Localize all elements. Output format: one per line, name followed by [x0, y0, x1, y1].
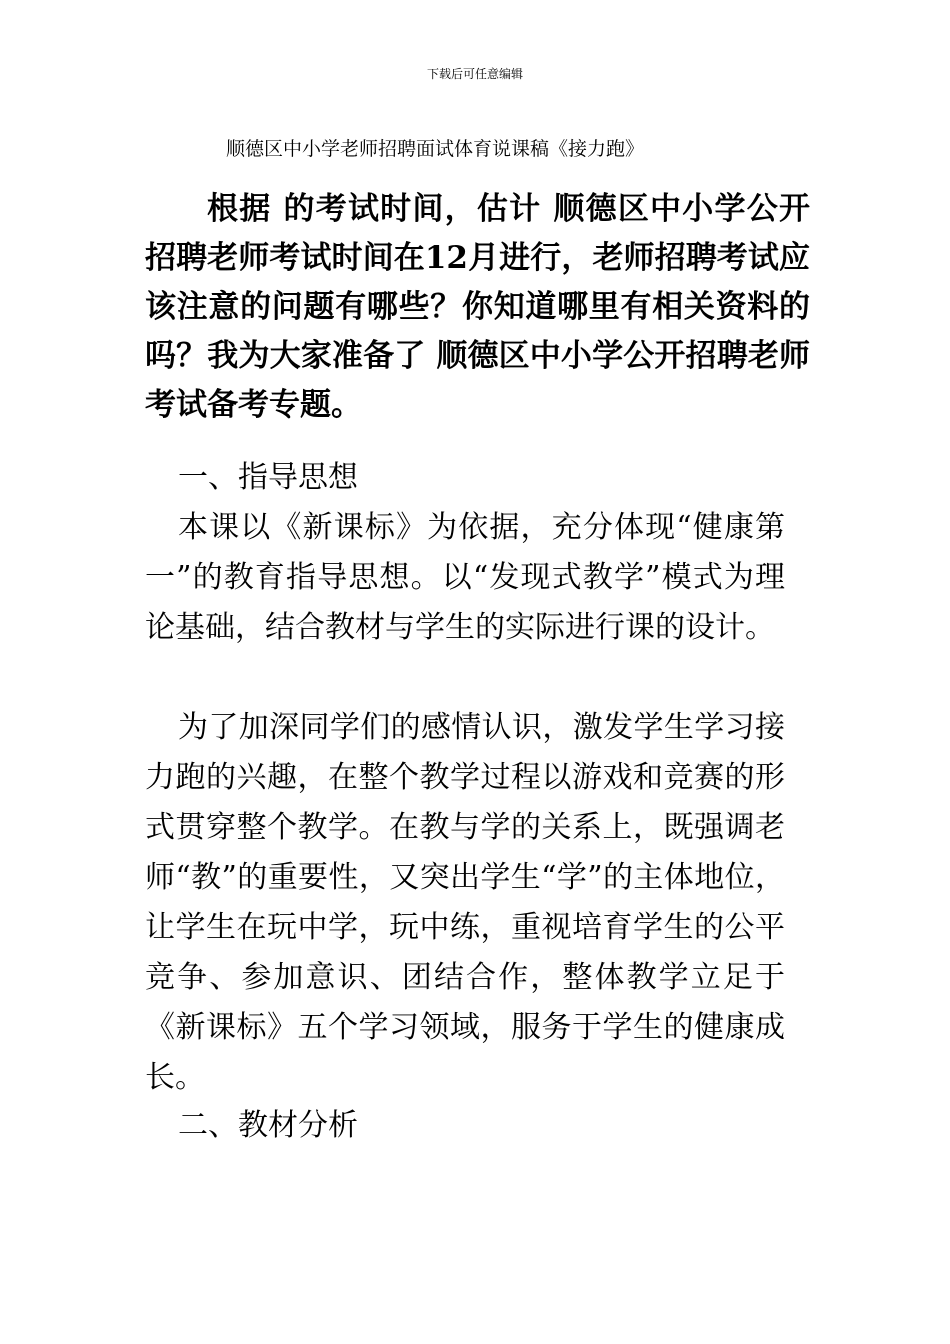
document-title: 顺德区中小学老师招聘面试体育说课稿《接力跑》 — [226, 138, 645, 160]
intro-paragraph: 根据 的考试时间，估计 顺德区中小学公开招聘老师考试时间在12月进行，老师招聘考试应该注意的问题有哪些？你知道哪里有相关资料的吗？我为大家准备了 顺德区中小学公开招聘老师考试备考专题。 — [145, 191, 810, 423]
body-paragraph: 本课以《新课标》为依据，充分体现“健康第一”的教育指导思想。以“发现式教学”模式为理论基础，结合教材与学生的实际进行课的设计。 — [145, 510, 785, 645]
section-1-paragraph-2-block — [145, 703, 785, 1103]
section-1 — [145, 453, 785, 503]
body-paragraph: 为了加深同学们的感情认识，激发学生学习接力跑的兴趣，在整个教学过程以游戏和竞赛的形式贯穿整个教学。在教与学的关系上，既强调老师“教”的重要性，又突出学生“学”的主体地位，让学生在玩中学，玩中练，重视培育学生的公平竞争、参加意识、团结合作，整体教学立足于《新课标》五个学习领域，服务于学生的健康成长。 — [145, 710, 785, 1095]
section-heading-textbook-analysis: 二、教材分析 — [178, 1108, 358, 1143]
section-1-paragraph-1-block — [145, 503, 785, 653]
section-heading-guiding-ideology: 一、指导思想 — [178, 460, 358, 495]
section-2 — [145, 1101, 785, 1151]
page-header-note: 下载后可任意编辑 — [426, 67, 523, 81]
